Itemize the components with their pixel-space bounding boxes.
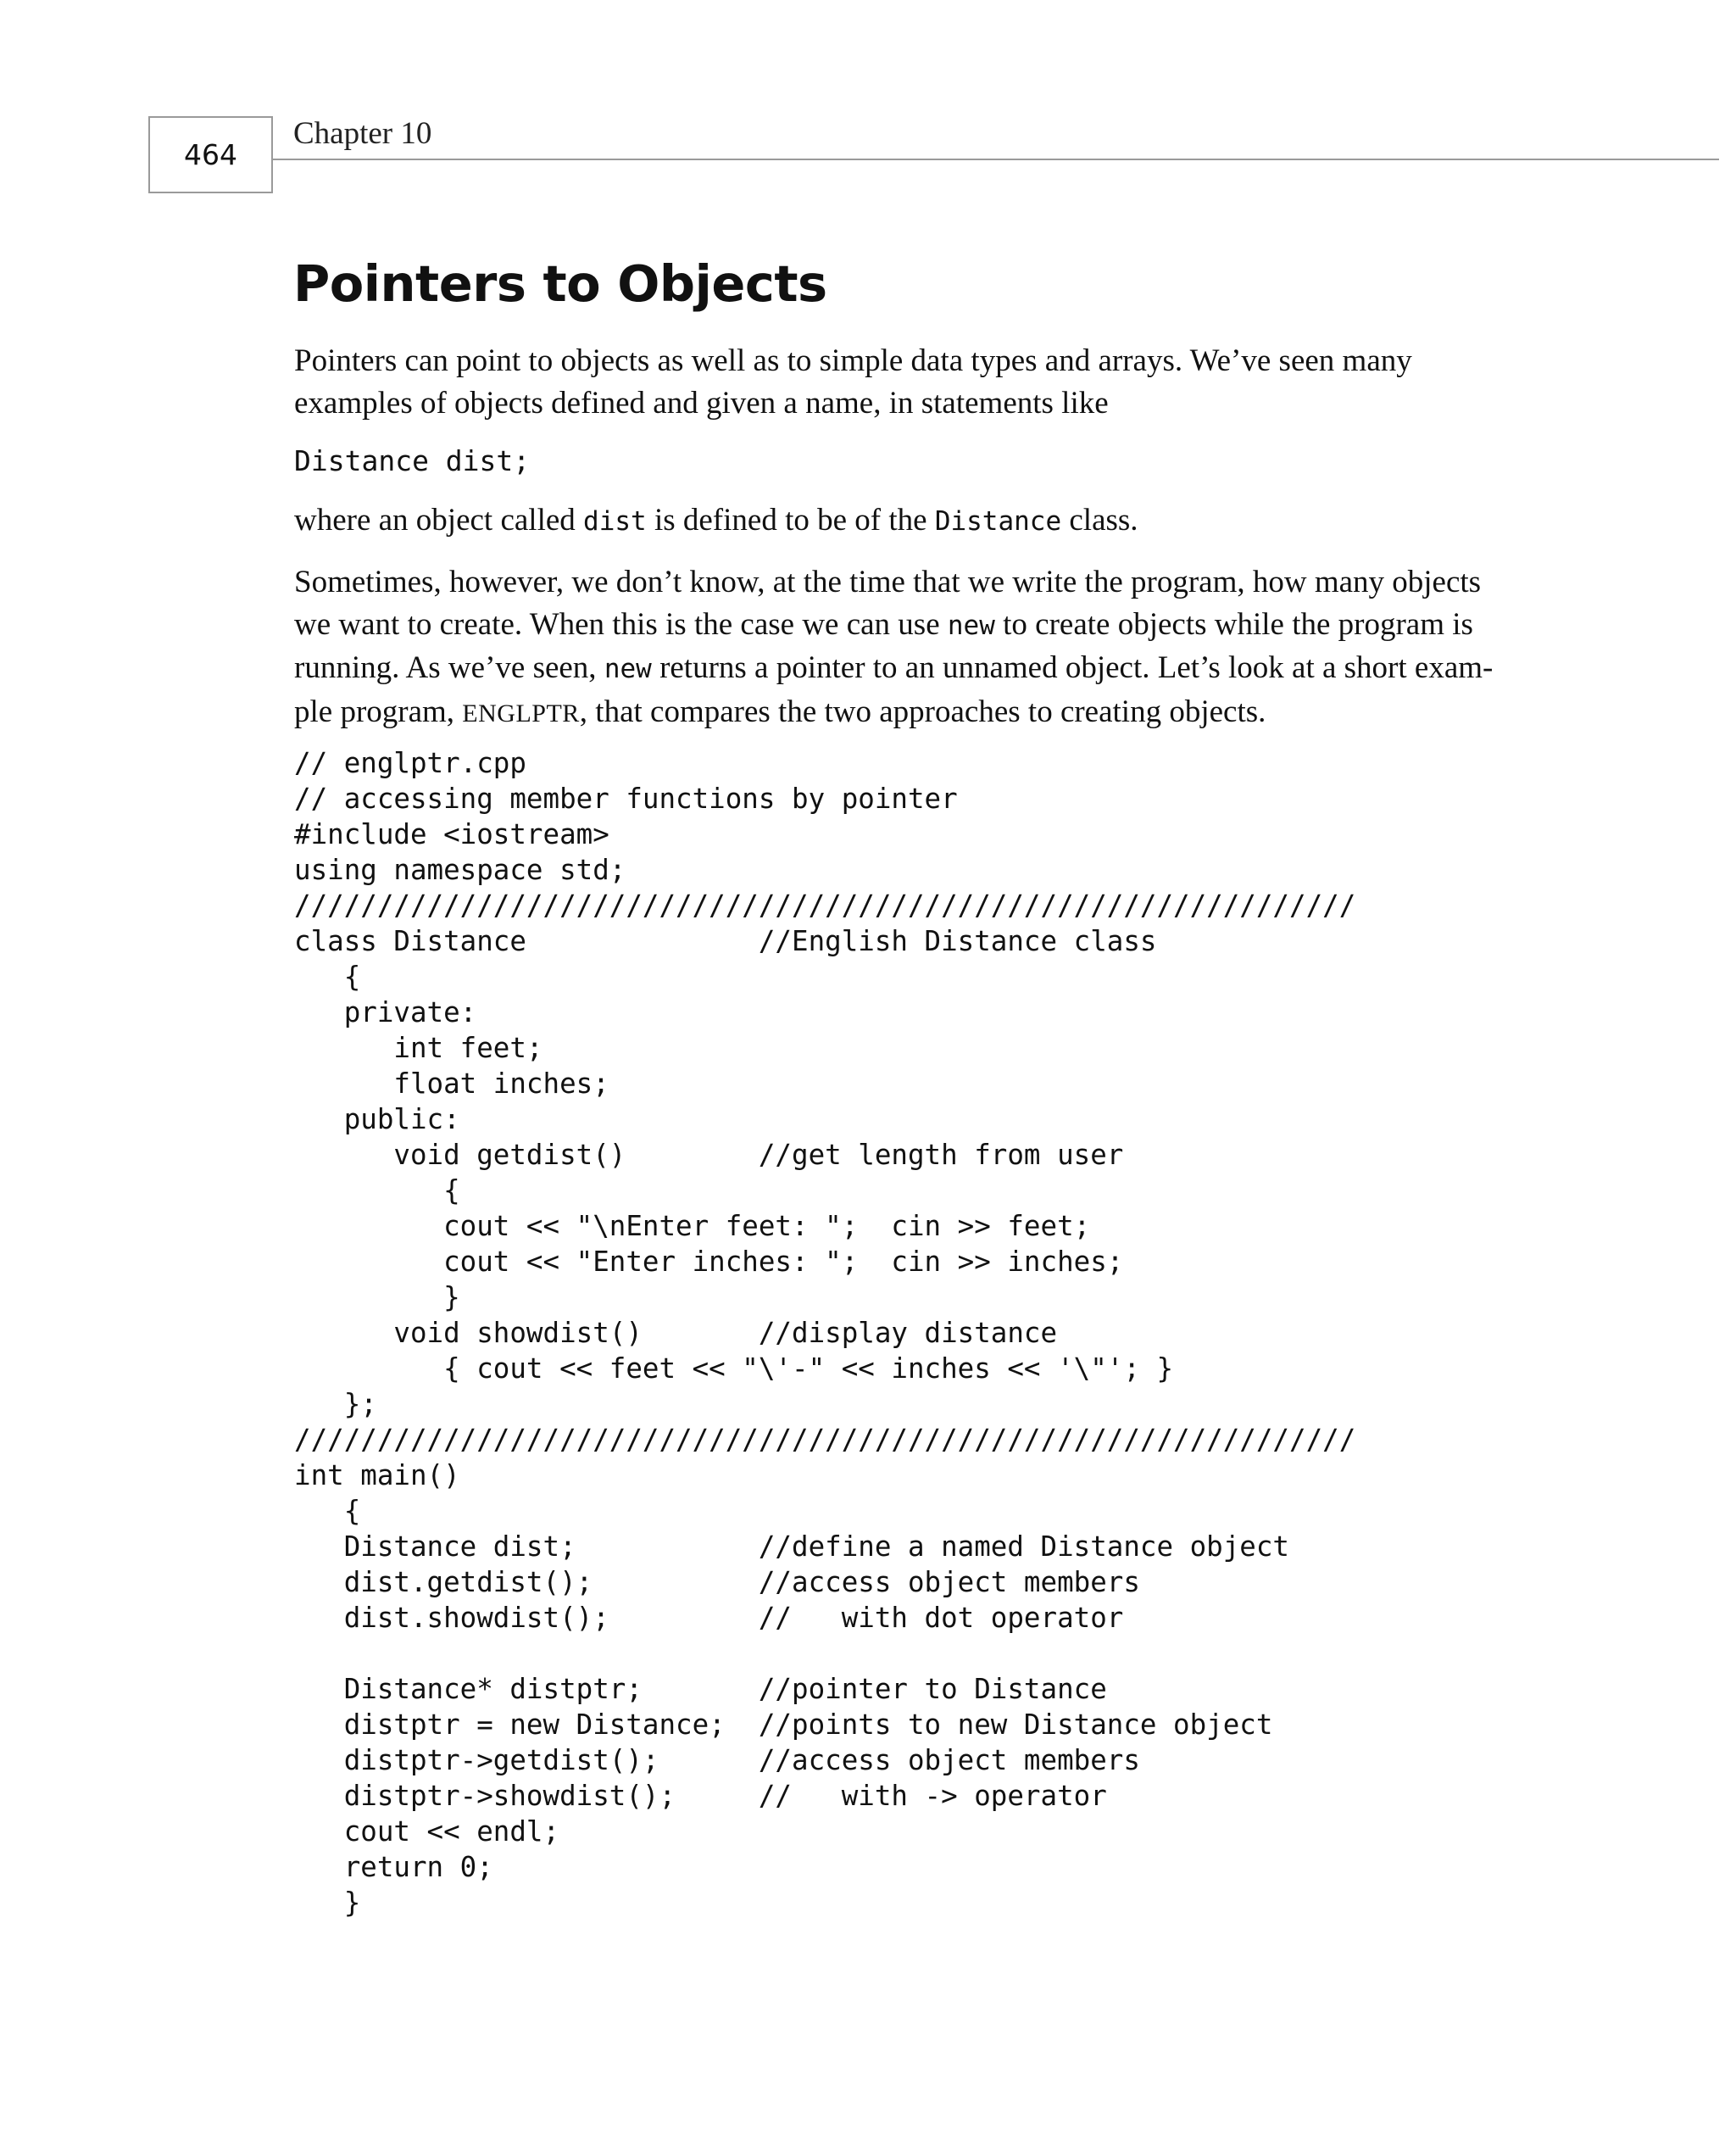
explanation-text-1: where an object called (294, 503, 584, 538)
code-line: //////////////////////////////////////////////////////////////// (294, 1424, 1356, 1456)
intro-line-2: examples of objects defined and given a name, in statements like (294, 385, 1109, 421)
p2-text: running. As we’ve seen, (294, 650, 604, 685)
code-line: dist.showdist(); // with dot operator (294, 1602, 1124, 1634)
p2-code-new: new (947, 610, 995, 641)
code-line: private: (294, 996, 477, 1028)
p2-text: , that compares the two approaches to creating objects. (579, 694, 1266, 729)
code-line: } (294, 1281, 460, 1313)
code-line: using namespace std; (294, 854, 626, 886)
code-line: distptr = new Distance; //points to new Distance object (294, 1708, 1273, 1741)
code-line: cout << endl; (294, 1815, 560, 1848)
code-line: { (294, 1174, 460, 1207)
code-line (294, 1636, 1355, 1671)
code-line: Distance dist; //define a named Distance object (294, 1530, 1289, 1563)
code-line: // englptr.cpp (294, 747, 526, 779)
program-name-englptr: ENGLPTR (462, 699, 580, 727)
code-line: float inches; (294, 1067, 609, 1100)
code-line: #include <iostream> (294, 818, 609, 850)
code-line: int main() (294, 1459, 460, 1491)
code-line: { (294, 1495, 361, 1527)
p2-text: to create objects while the program is (994, 606, 1473, 642)
code-line: distptr->getdist(); //access object members (294, 1744, 1140, 1776)
code-line: cout << "Enter inches: "; cin >> inches; (294, 1246, 1124, 1278)
intro-paragraph (294, 340, 1549, 424)
paragraph-2-line-1: Sometimes, however, we don’t know, at the time that we write the program, how many objects (294, 565, 1482, 599)
p2-text: returns a pointer to an unnamed object. Let’s look at a short exam- (651, 650, 1494, 685)
explanation-text-3: class. (1061, 503, 1138, 538)
intro-line-1: Pointers can point to objects as well as to simple data types and arrays. We’ve seen many (294, 343, 1412, 378)
code-line: Distance* distptr; //pointer to Distance (294, 1673, 1107, 1705)
code-line: { cout << feet << "\'-" << inches << '\"'; } (294, 1352, 1174, 1385)
code-line: void getdist() //get length from user (294, 1139, 1124, 1171)
code-line: //////////////////////////////////////////////////////////////// (294, 889, 1356, 922)
p2-code-new: new (604, 654, 652, 684)
explanation-code-dist: dist (583, 506, 647, 537)
code-line: void showdist() //display distance (294, 1317, 1058, 1349)
explanation-text-2: is defined to be of the (646, 503, 935, 538)
example-statement: Distance dist; (294, 444, 531, 477)
paragraph-2-line-4 (294, 691, 1549, 735)
code-line: return 0; (294, 1851, 493, 1883)
code-line: class Distance //English Distance class (294, 925, 1157, 957)
paragraph-2-line-3 (294, 647, 1549, 691)
code-line: dist.getdist(); //access object members (294, 1566, 1140, 1598)
explanation-code-distance: Distance (934, 506, 1062, 537)
p2-text: we want to create. When this is the case we can use (294, 606, 948, 642)
p2-text: ple program, (294, 694, 463, 729)
code-line: int feet; (294, 1032, 543, 1064)
code-line: } (294, 1887, 361, 1919)
chapter-running-head: Chapter 10 (293, 116, 432, 151)
page-number: 464 (148, 116, 273, 193)
section-title: Pointers to Objects (293, 254, 827, 313)
paragraph-2-line-2 (294, 604, 1549, 648)
code-line: public: (294, 1103, 460, 1135)
code-line: }; (294, 1388, 377, 1420)
paragraph-2 (294, 561, 1549, 734)
code-line: distptr->showdist(); // with -> operator (294, 1780, 1107, 1812)
header-rule (273, 159, 1719, 160)
code-line: { (294, 961, 361, 993)
explanation-paragraph (294, 499, 1549, 543)
code-line: cout << "\nEnter feet: "; cin >> feet; (294, 1210, 1091, 1242)
code-listing (294, 745, 1355, 1920)
code-line: // accessing member functions by pointer (294, 783, 958, 815)
